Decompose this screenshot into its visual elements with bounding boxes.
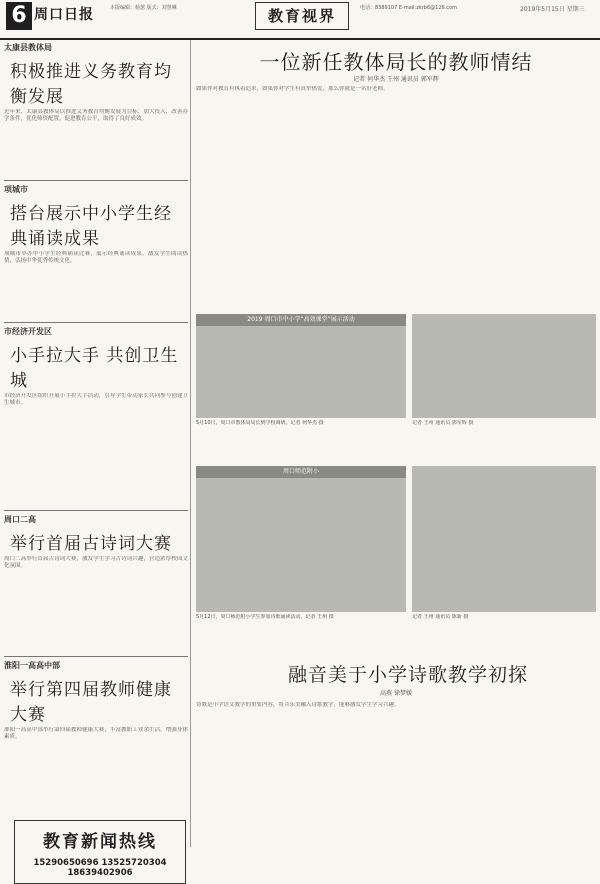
brief-source: 太康县教体局 (4, 43, 52, 52)
hotline-numbers: 15290650696 13525720304 18639402906 (33, 858, 167, 878)
brief-source: 淮阳一高高中部 (4, 661, 60, 670)
brief-source: 周口二高 (4, 515, 36, 524)
sidebar-briefs (4, 40, 191, 878)
contact-info: 电话：8389107 E-mail:zkrb6@126.com (360, 5, 457, 11)
news-photo (196, 314, 406, 418)
brief-title: 积极推进义务教育均衡发展 (10, 62, 172, 107)
divider (4, 180, 188, 181)
brief-source: 市经济开发区 (4, 327, 52, 336)
news-photo (412, 314, 596, 418)
section-title: 教育视界 (255, 2, 349, 30)
brief-body: 项城市举办中小学生经典诵读比赛，展示经典诵读成果，激发学生阅读热情，弘扬中华优秀传统文化。 (4, 251, 188, 264)
photo-caption: 记者 王州 通讯员 陈新 摄 (412, 614, 469, 620)
article-byline: 高燕 徐梦媛 (380, 690, 412, 697)
page-header (0, 0, 600, 40)
photo-banner: 2019 周口市中小学“高效课堂”展示活动 (196, 314, 406, 326)
article-body: 诗歌是小学语文教学的重要内容，将音乐美融入诗歌教学，能够激发学生学习兴趣。 (196, 702, 400, 708)
divider (4, 322, 188, 323)
brief-title: 举行首届古诗词大赛 (10, 534, 172, 554)
news-photo (412, 466, 596, 612)
hotline-title: 教育新闻热线 (43, 832, 157, 852)
brief-body: 市经济开发区组织开展小手拉大手活动，引导学生带动家长共同参与创建卫生城市。 (4, 393, 188, 406)
issue-date: 2019年5月15日 星期三 (520, 6, 585, 13)
divider (4, 510, 188, 511)
brief-body: 近年来，太康县教体局以推进义务教育均衡发展为目标，加大投入，改善办学条件，优化师资配置，促进教育公平，取得了良好成效。 (4, 109, 188, 122)
photo-caption: 5月12日，周口师范附小学生参加诗歌诵读活动。记者 王州 摄 (196, 614, 334, 620)
photo-caption: 记者 王州 通讯员 郭军辉 摄 (412, 420, 474, 426)
brief-block (4, 184, 188, 349)
photo-banner: 周口师范附小 (196, 466, 406, 478)
divider (4, 656, 188, 657)
article-byline: 记者 何华杰 王州 通讯员 郭军辉 (353, 76, 439, 83)
brief-source: 项城市 (4, 185, 28, 194)
page-number: 6 (6, 2, 32, 30)
brief-block (4, 42, 188, 193)
article-headline: 融音美于小学诗歌教学初探 (288, 664, 529, 686)
article-body: 如果你对教育有执着追求，如果你对学生有真挚热爱，那么你就是一名好老师。 (196, 86, 389, 92)
brief-block (4, 326, 188, 533)
news-hotline-box (14, 820, 186, 884)
brief-block (4, 660, 188, 837)
brief-body: 淮阳一高高中部举行第四届教师健康大赛，丰富教职工业余生活，增强身体素质。 (4, 727, 188, 740)
editor-info: 本版编辑：杨蕙 版式：刘慧琳 (110, 5, 177, 11)
newspaper-name: 周口日报 (34, 7, 94, 23)
photo-caption: 5月10日，周口市教体局局长到学校调研。记者 何华杰 摄 (196, 420, 324, 426)
article-headline: 一位新任教体局长的教师情结 (259, 50, 533, 74)
brief-title: 小手拉大手 共创卫生城 (10, 346, 179, 391)
news-photo (196, 466, 406, 612)
brief-body: 周口二高举行首届古诗词大赛，激发学生学习古诗词兴趣，营造浓厚校园文化氛围。 (4, 556, 188, 569)
brief-title: 举行第四届教师健康大赛 (10, 680, 172, 725)
brief-block (4, 514, 188, 656)
brief-title: 搭台展示中小学生经典诵读成果 (10, 204, 172, 249)
